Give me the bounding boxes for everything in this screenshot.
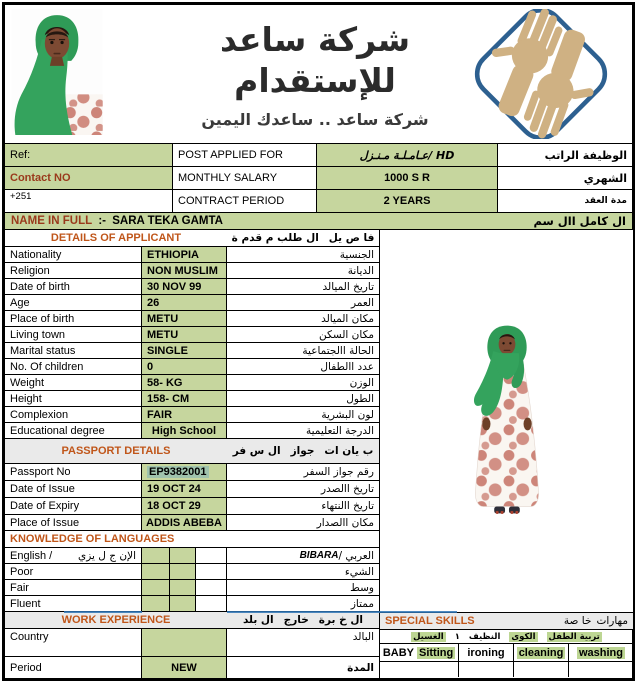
language-label: English / الإن ج ل يزي <box>5 548 142 563</box>
table-row <box>5 279 379 295</box>
field-value: METU <box>142 327 227 342</box>
field-label: Country <box>5 629 142 656</box>
language-grade-cell <box>196 580 227 595</box>
grade-label: Fluent <box>5 596 142 611</box>
field-value: 30 NOV 99 <box>142 279 227 294</box>
field-value: 19 OCT 24 <box>142 481 227 497</box>
name-in-full <box>11 215 223 227</box>
field-label-arabic: الديانة <box>347 264 374 277</box>
work-header-row <box>5 612 379 629</box>
name-label: NAME IN FULL <box>11 215 93 227</box>
field-label: No. Of children <box>5 359 142 374</box>
contract-period-label-arabic: مدة العقد <box>584 196 627 206</box>
table-row <box>5 311 379 327</box>
table-row <box>5 167 632 190</box>
field-value: 158- CM <box>142 391 227 406</box>
applicant-full-body-photo <box>448 234 566 606</box>
skill-arabic-numeral: ١ <box>454 631 460 642</box>
field-value: METU <box>142 311 227 326</box>
skill-ironing: ironing <box>459 644 514 661</box>
table-row <box>5 295 379 311</box>
passport-title: PASSPORT DETAILS <box>61 445 171 457</box>
field-value: 58- KG <box>142 375 227 390</box>
table-row <box>5 423 379 439</box>
field-label-arabic: الطول <box>346 392 374 405</box>
ref-label: Ref: <box>5 144 173 166</box>
table-row <box>5 391 379 407</box>
field-label: Living town <box>5 327 142 342</box>
field-value: High School <box>142 423 227 438</box>
field-label-arabic: تاريخ االنتهاء <box>321 500 374 512</box>
table-row <box>5 580 379 596</box>
skills-arabic-row <box>380 630 633 644</box>
grade-label-arabic: الشيء <box>344 565 374 578</box>
field-label: Date of birth <box>5 279 142 294</box>
language-grade-cell <box>142 548 170 563</box>
company-slogan: شركة ساعد .. ساعدك اليمين <box>201 109 429 129</box>
field-value: NEW <box>142 657 227 678</box>
company-name: شركة ساعد للإستقدام <box>219 20 411 101</box>
skill-arabic-cleaning: النظيف <box>468 631 501 642</box>
name-in-full-row <box>5 213 632 230</box>
field-label-arabic: مكان السكن <box>319 328 374 341</box>
skills-empty-row <box>380 662 633 677</box>
table-row <box>5 263 379 279</box>
field-value: 18 OCT 29 <box>142 498 227 514</box>
contact-no-label: Contact NO <box>5 167 173 189</box>
cv-sheet <box>2 2 635 681</box>
post-applied-label: POST APPLIED FOR <box>173 144 317 166</box>
language-grade-cell <box>196 564 227 579</box>
details-title: DETAILS OF APPLICANT <box>50 232 182 244</box>
field-value: FAIR <box>142 407 227 422</box>
skill-arabic-babysitting: تربية الطفل <box>548 631 600 642</box>
field-label: Nationality <box>5 247 142 262</box>
language-grade-cell <box>170 596 196 611</box>
field-label: Place of birth <box>5 311 142 326</box>
table-row <box>5 144 632 167</box>
table-row <box>5 359 379 375</box>
table-row <box>5 548 379 564</box>
field-label: Complexion <box>5 407 142 422</box>
empty-cell <box>569 662 633 677</box>
passport-header-row <box>5 439 379 464</box>
work-title: WORK EXPERIENCE <box>61 614 171 626</box>
language-label-arabic: BIBARA / العربي <box>299 549 374 562</box>
name-label-arabic: ال كامل اال سم <box>533 214 626 228</box>
grade-label: Fair <box>5 580 142 595</box>
empty-cell <box>459 662 514 677</box>
field-label-arabic: البالد <box>352 631 374 643</box>
skill-arabic-washing: الغسيل <box>413 631 444 642</box>
field-label-arabic: لون البشرية <box>321 408 374 421</box>
field-value: ETHIOPIA <box>142 247 227 262</box>
field-label: Place of Issue <box>5 515 142 530</box>
field-value: ADDIS ABEBA <box>142 515 227 530</box>
field-label-arabic: رقم جواز السفر <box>303 466 374 478</box>
table-row <box>5 481 379 498</box>
header <box>5 5 632 143</box>
monthly-salary-label-arabic: الشهري <box>583 171 627 185</box>
details-title-arabic: ال طلب م قدم ة فا ص يل <box>231 232 375 244</box>
field-label: Date of Expiry <box>5 498 142 514</box>
field-label: Height <box>5 391 142 406</box>
body <box>5 230 632 679</box>
field-value: NON MUSLIM <box>142 263 227 278</box>
field-label: Religion <box>5 263 142 278</box>
full-body-photo-frame <box>380 230 633 613</box>
table-row <box>5 190 632 213</box>
ink-line <box>227 611 457 613</box>
contact-no-value: +251 <box>5 190 173 212</box>
table-row <box>5 464 379 481</box>
languages-title: KNOWLEDGE OF LANGUAGES <box>10 533 175 545</box>
language-grade-cell <box>170 548 196 563</box>
field-label-arabic: الجنسية <box>339 248 374 261</box>
contract-period-label: CONTRACT PERIOD <box>173 190 317 212</box>
name-separator: :- <box>98 215 107 227</box>
field-label: Weight <box>5 375 142 390</box>
table-row <box>5 247 379 263</box>
company-title-block <box>155 19 475 129</box>
field-label-arabic: المدة <box>347 661 374 674</box>
language-grade-cell <box>196 548 227 563</box>
field-value <box>142 629 227 656</box>
table-row <box>5 629 379 657</box>
table-row <box>5 498 379 515</box>
language-grade-cell <box>142 596 170 611</box>
table-row <box>5 375 379 391</box>
field-label-arabic: الدرجة التعليمية <box>305 424 374 437</box>
field-label-arabic: تاريخ االصدر <box>321 483 374 495</box>
field-label: Passport No <box>5 464 142 480</box>
monthly-salary-label: MONTHLY SALARY <box>173 167 317 189</box>
top-info-table <box>5 143 632 213</box>
field-label: Date of Issue <box>5 481 142 497</box>
details-header-row <box>5 230 379 247</box>
field-value: SINGLE <box>142 343 227 358</box>
skill-babysitting: BABY Sitting <box>380 644 459 661</box>
field-label-arabic: مكان الميالد <box>321 312 374 325</box>
grade-label-arabic: وسط <box>350 581 374 594</box>
table-row <box>5 657 379 678</box>
field-label: Educational degree <box>5 423 142 438</box>
field-label-arabic: مكان االصدار <box>316 516 374 529</box>
table-row <box>5 343 379 359</box>
ink-line <box>64 611 142 613</box>
field-label: Period <box>5 657 142 678</box>
language-grade-cell <box>142 580 170 595</box>
table-row <box>5 564 379 580</box>
passport-number-value: EP9382001 <box>142 464 227 480</box>
language-grade-cell <box>196 596 227 611</box>
passport-title-arabic: ال س فر جواز ب يان ات <box>227 439 379 463</box>
skills-arabic-cells <box>380 632 633 642</box>
grade-label-arabic: ممتاز <box>350 597 374 610</box>
work-title-arabic: ال بلد خارج ال خ برة <box>227 612 379 628</box>
empty-cell <box>380 662 459 677</box>
applicant-headshot-photo <box>11 9 103 135</box>
field-label-arabic: الوزن <box>349 376 374 389</box>
table-row <box>5 596 379 612</box>
skill-washing: washing <box>578 646 623 659</box>
grade-label: Poor <box>5 564 142 579</box>
company-logo <box>458 9 624 139</box>
field-value: 26 <box>142 295 227 310</box>
skill-arabic-ironing: الكوى <box>511 631 536 642</box>
skills-row <box>380 644 633 662</box>
table-row <box>5 407 379 423</box>
field-label-arabic: عدد االطفال <box>320 360 374 373</box>
skills-title: SPECIAL SKILLS <box>385 615 475 627</box>
field-label-arabic: تاريخ الميالد <box>322 280 374 293</box>
field-label-arabic: الحالة االجتماعية <box>302 344 374 357</box>
field-label: Age <box>5 295 142 310</box>
post-applied-label-arabic: الوظيفة الراتب <box>544 148 627 162</box>
applicant-name: SARA TEKA GAMTA <box>112 215 223 227</box>
post-applied-value: عـامـلـة مـنـزل/ HD <box>317 144 498 166</box>
contract-period-value: 2 YEARS <box>317 190 498 212</box>
table-row <box>5 515 379 531</box>
table-row <box>5 327 379 343</box>
field-label-arabic: العمر <box>350 296 374 309</box>
skills-header-row <box>380 613 633 630</box>
language-grade-cell <box>142 564 170 579</box>
skills-title-arabic: خا صة مهارات <box>563 615 628 627</box>
language-grade-cell <box>170 580 196 595</box>
skill-cleaning: cleaning <box>514 644 569 661</box>
empty-cell <box>514 662 569 677</box>
languages-header-row <box>5 531 379 548</box>
language-grade-cell <box>170 564 196 579</box>
monthly-salary-value: 1000 S R <box>317 167 498 189</box>
field-label: Marital status <box>5 343 142 358</box>
field-value: 0 <box>142 359 227 374</box>
